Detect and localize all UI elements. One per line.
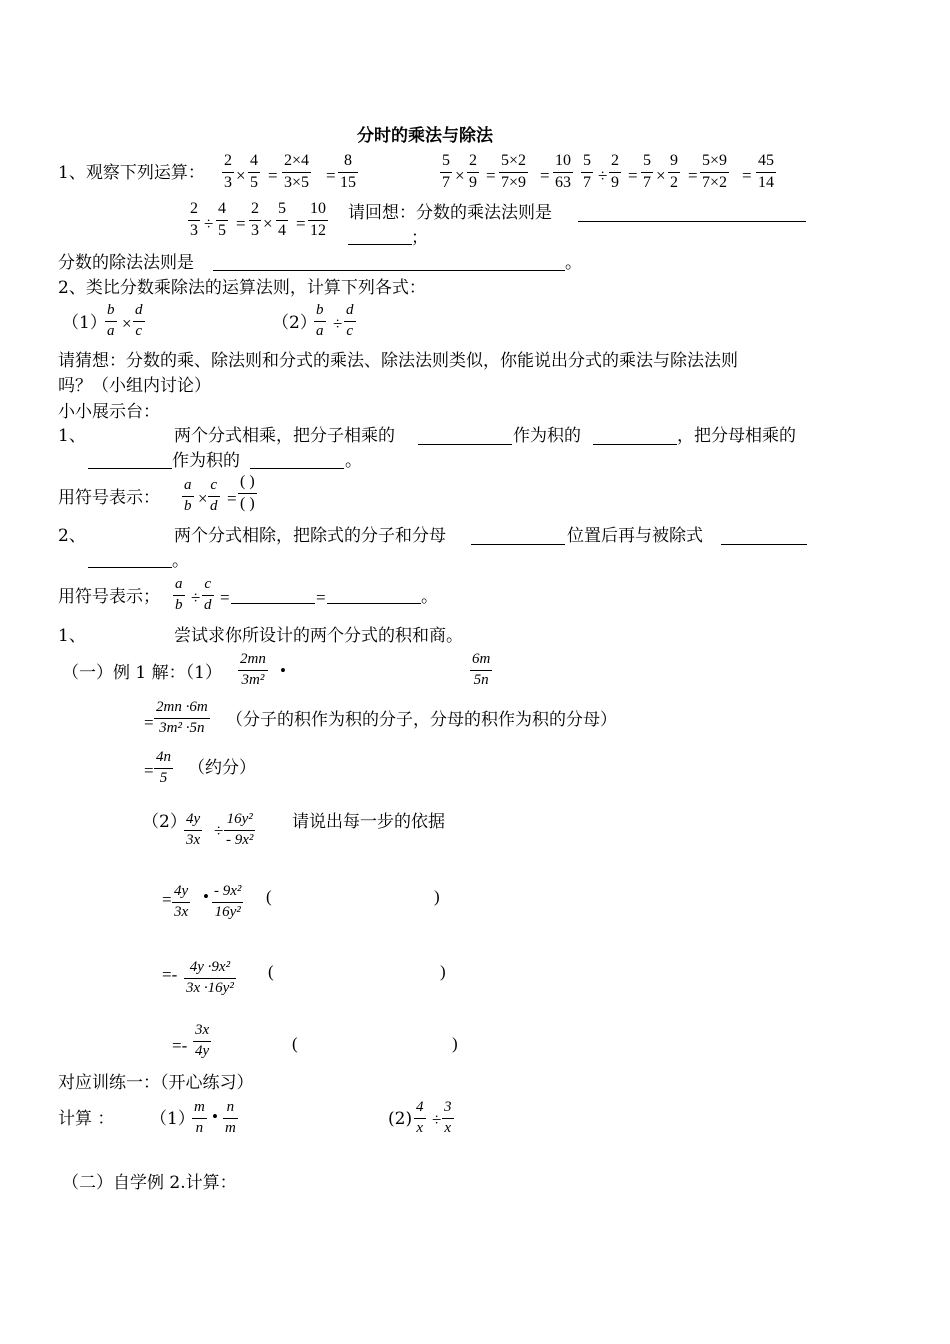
answer-blank[interactable] [327, 603, 421, 604]
answer-blank[interactable] [348, 244, 412, 245]
paren-left: ( [292, 1034, 298, 1053]
fraction: 10 12 [310, 200, 326, 239]
part-label: （1） [62, 313, 107, 333]
fraction: d c [135, 302, 143, 339]
answer-blank[interactable] [250, 468, 344, 469]
fraction: ( ) ( ) [240, 473, 255, 512]
fraction: 45 14 [758, 152, 774, 191]
fraction: m n [194, 1099, 205, 1136]
fraction: 8 15 [340, 152, 356, 191]
equals-sign: =- [172, 1036, 188, 1055]
equals-sign: = [742, 166, 752, 185]
answer-blank[interactable] [88, 468, 172, 469]
paren-right: ) [434, 887, 440, 906]
paren-left: ( [268, 962, 274, 981]
fraction: 2 3 [224, 152, 232, 191]
paren-right: ) [440, 962, 446, 981]
divide-sign: ÷ [191, 588, 201, 607]
times-sign: × [656, 166, 666, 185]
equals-sign: = [316, 588, 326, 607]
period: 。 [345, 451, 362, 471]
answer-blank[interactable] [418, 444, 512, 445]
fraction: b a [107, 302, 115, 339]
example-label: （一）例 1 解：（1） [62, 663, 222, 683]
semicolon: ； [411, 228, 428, 248]
step-note: （分子的积作为积的分子，分母的积作为积的分母） [226, 710, 617, 730]
equals-sign: = [236, 214, 246, 233]
equals-sign: = [688, 166, 698, 185]
fraction: 3x 4y [195, 1022, 210, 1059]
rule-text: ，把分母相乘的 [677, 426, 796, 446]
rule-text: 作为积的 [513, 426, 581, 446]
symbol-label: 用符号表示； [58, 587, 160, 607]
fraction: 9 2 [670, 152, 678, 191]
step-prompt: 请说出每一步的依据 [292, 812, 445, 832]
fraction: 2 3 [190, 200, 198, 239]
q1-label: 1、观察下列运算： [58, 163, 205, 183]
equals-sign: = [227, 489, 237, 508]
fraction: 4 x [416, 1099, 424, 1136]
equals-sign: = [268, 166, 278, 185]
part-label: （2） [272, 313, 317, 333]
answer-blank[interactable] [88, 567, 172, 568]
fraction: 16y² - 9x² [226, 811, 254, 848]
fraction: 4 5 [250, 152, 258, 191]
fraction: 4 5 [218, 200, 226, 239]
divide-sign: ÷ [598, 166, 608, 185]
fraction: 4y ·9x² 3x ·16y² [186, 959, 234, 996]
fraction: 3 x [444, 1099, 452, 1136]
equals-sign: = [628, 166, 638, 185]
rule-text: 两个分式相除，把除式的分子和分母 [174, 526, 446, 546]
fraction: c d [210, 477, 218, 514]
fraction: 2mn ·6m 3m² ·5n [156, 699, 208, 736]
divide-sign: ÷ [204, 214, 214, 233]
divide-rule-prompt: 分数的除法法则是 [58, 253, 194, 273]
fraction: b a [316, 302, 324, 339]
part-label: (2) [388, 1109, 413, 1129]
fraction: 2 9 [611, 152, 619, 191]
fraction: 5 7 [442, 152, 450, 191]
section-label: （二）自学例 2.计算： [62, 1173, 237, 1193]
q2-label: 2、类比分数乘除法的运算法则，计算下列各式： [58, 278, 426, 298]
fraction: a b [175, 576, 183, 613]
equals-sign: = [540, 166, 550, 185]
rule-text: 尝试求你所设计的两个分式的积和商。 [174, 626, 463, 646]
answer-blank[interactable] [578, 221, 806, 222]
times-sign: × [236, 166, 246, 185]
fraction: d c [346, 302, 354, 339]
divide-sign: ÷ [432, 1110, 442, 1129]
dot-sign: • [280, 661, 286, 680]
fraction: 4y 3x [174, 883, 189, 920]
section-label: 对应训练一：（开心练习） [58, 1073, 254, 1093]
page-title: 分时的乘法与除法 [357, 126, 493, 146]
paren-right: ) [452, 1034, 458, 1053]
item-number: 2、 [58, 526, 86, 546]
fraction: 4y 3x [186, 811, 201, 848]
fraction: - 9x² 16y² [214, 883, 242, 920]
dot-sign: • [203, 887, 209, 906]
part-label: （1） [150, 1109, 195, 1129]
fraction: n m [225, 1099, 236, 1136]
equals-sign: = [326, 166, 336, 185]
answer-blank[interactable] [721, 544, 807, 545]
fraction: 5 4 [278, 200, 286, 239]
fraction: 2×4 3×5 [284, 152, 310, 191]
rule-text: 作为积的 [172, 451, 240, 471]
rule-text: 位置后再与被除式 [567, 526, 703, 546]
answer-blank[interactable] [593, 444, 677, 445]
equals-sign: = [220, 588, 230, 607]
dot-sign: • [212, 1107, 218, 1126]
equals-sign: = [162, 890, 172, 909]
equals-sign: =- [162, 965, 178, 984]
period: 。 [421, 587, 438, 607]
fraction: 10 63 [555, 152, 571, 191]
guess-text: 吗？（小组内讨论） [58, 376, 211, 396]
times-sign: × [198, 489, 208, 508]
fraction: a b [184, 477, 192, 514]
fraction: 5 7 [583, 152, 591, 191]
paren-left: ( [266, 887, 272, 906]
step-note: （约分） [188, 758, 256, 778]
period: 。 [172, 551, 189, 571]
equals-sign: = [296, 214, 306, 233]
equals-sign: = [144, 761, 154, 780]
multiply-rule-prompt: 请回想：分数的乘法法则是 [348, 203, 552, 223]
item-number: 1、 [58, 426, 86, 446]
divide-sign: ÷ [333, 314, 343, 333]
guess-text: 请猜想：分数的乘、除法则和分式的乘法、除法法则类似，你能说出分式的乘法与除法法则 [58, 351, 738, 371]
section-label: 小小展示台： [58, 402, 160, 422]
times-sign: × [263, 214, 273, 233]
fraction: c d [204, 576, 212, 613]
calc-label: 计算 ： [58, 1109, 115, 1129]
divide-sign: ÷ [214, 821, 224, 840]
rule-text: 两个分式相乘，把分子相乘的 [174, 426, 395, 446]
answer-blank[interactable] [471, 544, 565, 545]
times-sign: × [455, 166, 465, 185]
answer-blank[interactable] [231, 603, 315, 604]
symbol-label: 用符号表示： [58, 488, 160, 508]
item-number: 1、 [58, 626, 86, 646]
fraction: 2mn 3m² [240, 651, 266, 688]
fraction: 5 7 [643, 152, 651, 191]
equals-sign: = [486, 166, 496, 185]
fraction: 5×9 7×2 [702, 152, 728, 191]
fraction: 2 3 [251, 200, 259, 239]
equals-sign: = [144, 713, 154, 732]
period: 。 [565, 253, 582, 273]
fraction: 2 9 [469, 152, 477, 191]
fraction: 4n 5 [156, 749, 171, 786]
fraction: 5×2 7×9 [501, 152, 527, 191]
times-sign: × [122, 314, 132, 333]
part-label: （2） [142, 812, 187, 832]
fraction: 6m 5n [472, 651, 491, 688]
answer-blank[interactable] [213, 270, 565, 271]
